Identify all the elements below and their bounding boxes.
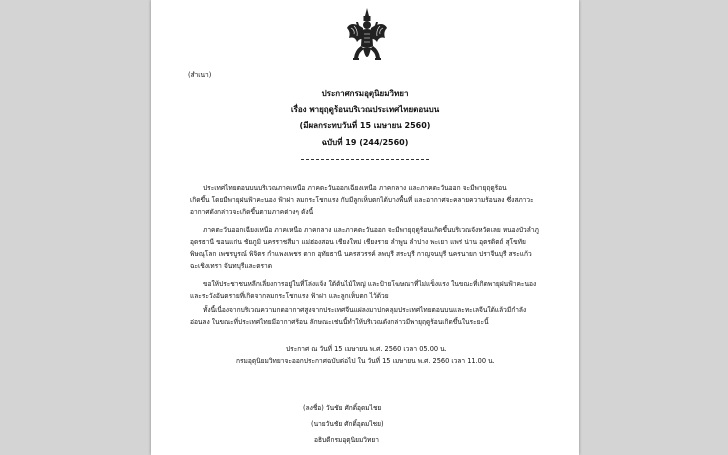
effective-date: (มีผลกระทบวันที่ 15 เมษายน 2560) (299, 121, 431, 130)
next-announcement: กรมอุตุนิยมวิทยาจะออกประกาศฉบับต่อไป ใน วันที่ 15 เมษายน พ.ศ. 2560 เวลา 11.00 น. (236, 357, 495, 365)
body-line-9: และระวังอันตรายที่เกิดจากลมกระโชกแรง ฟ้าผ่า และลูกเห็บตก ไว้ด้วย (190, 292, 389, 300)
signature-line: (ลงชื่อ) วันชัย ศักดิ์อุดมไชย (303, 404, 382, 412)
body-line-3: อากาศดังกล่าวจะเกิดขึ้นตามภาคต่างๆ ดังนี้ (190, 208, 314, 216)
garuda-emblem-icon (345, 6, 389, 68)
announcement-subject: เรื่อง พายุฤดูร้อนบริเวณประเทศไทยตอนบน (290, 105, 440, 114)
title-divider (301, 159, 429, 160)
signatory-title: อธิบดีกรมอุตุนิยมวิทยา (314, 436, 379, 444)
body-line-2: เกิดขึ้น โดยมีพายุฝนฟ้าคะนอง ฟ้าผ่า ลมกระโชกแรง กับมีลูกเห็บตกได้บางพื้นที่ และอากาศจะคลายความร้อนลง ซึ่งสภาวะ (190, 196, 534, 204)
body-line-6: พิษณุโลก เพชรบูรณ์ พิจิตร กำแพงเพชร ตาก อุทัยธานี นครสวรรค์ ลพบุรี สระบุรี กาญจนบุรี นครนายก ปราจีนบุรี สระแก้ว (190, 250, 532, 258)
signatory-name: (นายวันชัย ศักดิ์อุดมไชย) (311, 420, 384, 428)
body-line-11: อ่อนลง ในขณะที่ประเทศไทยมีอากาศร้อน ลักษณะเช่นนี้ทำให้บริเวณดังกล่าวมีพายุฤดูร้อนเกิดขึ้นในระยะนี้ (190, 318, 489, 326)
body-line-4: ภาคตะวันออกเฉียงเหนือ ภาคเหนือ ภาคกลาง และภาคตะวันออก จะมีพายุฤดูร้อนเกิดขึ้นบริเวณจังหวัดเลย หนองบัวลำภู (203, 226, 539, 234)
body-line-1: ประเทศไทยตอนบนบริเวณภาคเหนือ ภาคตะวันออกเฉียงเหนือ ภาคกลาง และภาคตะวันออก จะมีพายุฤดูร้อน (203, 184, 507, 192)
body-line-8: ขอให้ประชาชนหลีกเลี่ยงการอยู่ในที่โล่งแจ้ง ใต้ต้นไม้ใหญ่ และป้ายโฆษณาที่ไม่แข็งแรง ในขณะที่เกิดพายุฝนฟ้าคะนอง (203, 280, 537, 288)
copy-label: (สำเนา) (188, 71, 212, 79)
issue-number: ฉบับที่ 19 (244/2560) (321, 138, 409, 147)
body-line-5: อุดรธานี ขอนแก่น ชัยภูมิ นครราชสีมา แม่ฮ่องสอน เชียงใหม่ เชียงราย ลำพูน ลำปาง พะเยา แพร่ น่าน อุตรดิตถ์ สุโขทัย (190, 238, 526, 246)
announce-date: ประกาศ ณ วันที่ 15 เมษายน พ.ศ. 2560 เวลา 05.00 น. (286, 345, 447, 353)
body-line-7: ฉะเชิงเทรา จันทบุรีและตราด (190, 262, 273, 270)
announcement-title: ประกาศกรมอุตุนิยมวิทยา (321, 89, 409, 98)
body-line-10: ทั้งนี้เนื่องจากบริเวณความกดอากาศสูงจากประเทศจีนแผ่ลงมาปกคลุมประเทศไทยตอนบนและทะเลจีนใต้แล้วมีกำลัง (203, 306, 527, 314)
document-page (151, 0, 579, 455)
